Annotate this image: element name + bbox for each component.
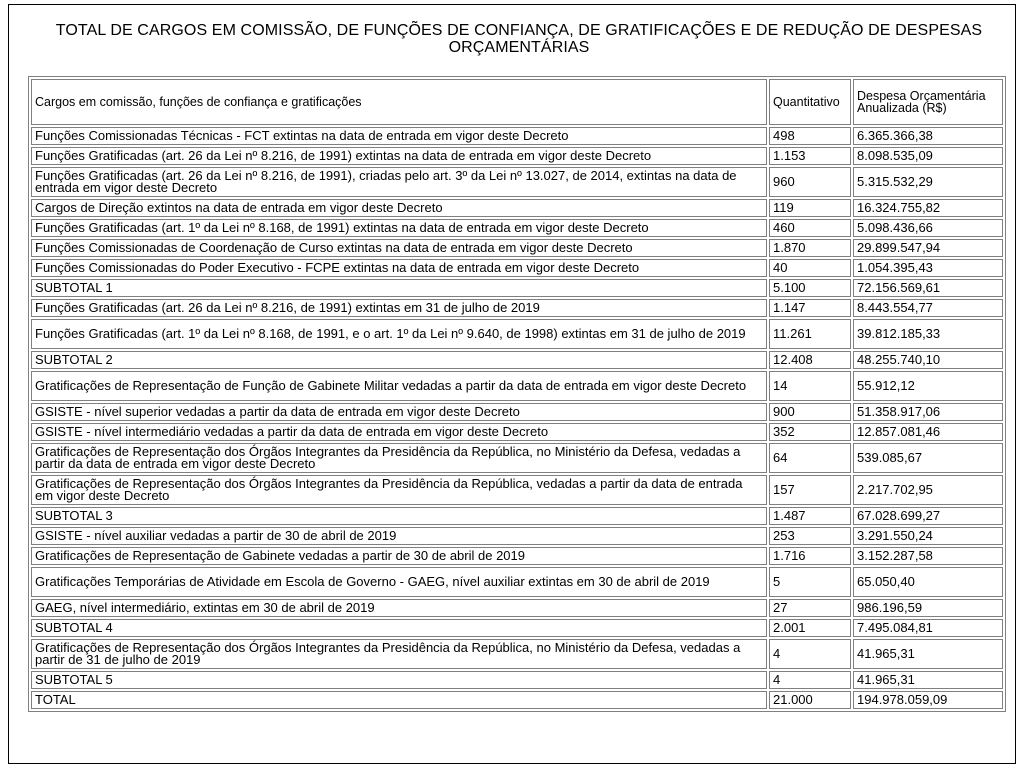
row-expense: 48.255.740,10 [853, 351, 1003, 369]
table-row [31, 507, 1003, 525]
row-expense: 55.912,12 [853, 371, 1003, 401]
table-row [31, 279, 1003, 297]
table-row [31, 567, 1003, 597]
row-description: Gratificações de Representação de Função de Gabinete Militar vedadas a partir da data de entrada em vigor deste Decreto [31, 371, 767, 401]
row-expense: 7.495.084,81 [853, 619, 1003, 637]
table-row [31, 299, 1003, 317]
row-quantity: 12.408 [769, 351, 851, 369]
row-quantity: 21.000 [769, 691, 851, 709]
row-expense: 41.965,31 [853, 639, 1003, 669]
row-quantity: 14 [769, 371, 851, 401]
row-description: Gratificações de Representação dos Órgãos Integrantes da Presidência da República, no Ministério da Defesa, vedadas a partir da data de entrada em vigor deste Decreto [31, 443, 767, 473]
table-row [31, 639, 1003, 669]
row-quantity: 64 [769, 443, 851, 473]
row-expense: 6.365.366,38 [853, 127, 1003, 145]
row-quantity: 460 [769, 219, 851, 237]
header-expense: Despesa Orçamentária Anualizada (R$) [853, 79, 1003, 125]
row-expense: 8.443.554,77 [853, 299, 1003, 317]
row-quantity: 11.261 [769, 319, 851, 349]
row-description: Gratificações de Representação de Gabinete vedadas a partir de 30 de abril de 2019 [31, 547, 767, 565]
row-quantity: 2.001 [769, 619, 851, 637]
table-row [31, 527, 1003, 545]
row-expense: 41.965,31 [853, 671, 1003, 689]
table-row [31, 691, 1003, 709]
row-description: Gratificações de Representação dos Órgãos Integrantes da Presidência da República, vedadas a partir da data de entrada em vigor deste Decreto [31, 475, 767, 505]
row-quantity: 253 [769, 527, 851, 545]
row-expense: 12.857.081,46 [853, 423, 1003, 441]
row-expense: 3.291.550,24 [853, 527, 1003, 545]
row-quantity: 5.100 [769, 279, 851, 297]
row-expense: 5.098.436,66 [853, 219, 1003, 237]
table-row [31, 259, 1003, 277]
row-description: Funções Gratificadas (art. 1º da Lei nº 8.168, de 1991, e o art. 1º da Lei nº 9.640, de 1998) extintas em 31 de julho de 2019 [31, 319, 767, 349]
table-row [31, 619, 1003, 637]
row-description: Funções Gratificadas (art. 1º da Lei nº 8.168, de 1991) extintas na data de entrada em vigor deste Decreto [31, 219, 767, 237]
row-description: Cargos de Direção extintos na data de entrada em vigor deste Decreto [31, 199, 767, 217]
table-row [31, 219, 1003, 237]
row-description: GSISTE - nível superior vedadas a partir da data de entrada em vigor deste Decreto [31, 403, 767, 421]
row-quantity: 4 [769, 671, 851, 689]
row-quantity: 960 [769, 167, 851, 197]
row-description: GSISTE - nível auxiliar vedadas a partir de 30 de abril de 2019 [31, 527, 767, 545]
row-quantity: 119 [769, 199, 851, 217]
row-expense: 3.152.287,58 [853, 547, 1003, 565]
row-expense: 51.358.917,06 [853, 403, 1003, 421]
table-row [31, 147, 1003, 165]
row-description: Gratificações de Representação dos Órgãos Integrantes da Presidência da República, no Ministério da Defesa, vedadas a partir de 31 de julho de 2019 [31, 639, 767, 669]
row-expense: 194.978.059,09 [853, 691, 1003, 709]
page-title: TOTAL DE CARGOS EM COMISSÃO, DE FUNÇÕES DE CONFIANÇA, DE GRATIFICAÇÕES E DE REDUÇÃO DE DESPESAS ORÇAMENTÁRIAS [55, 22, 983, 56]
row-description: Funções Gratificadas (art. 26 da Lei nº 8.216, de 1991) extintas em 31 de julho de 2019 [31, 299, 767, 317]
row-expense: 8.098.535,09 [853, 147, 1003, 165]
row-quantity: 1.487 [769, 507, 851, 525]
row-description: Funções Gratificadas (art. 26 da Lei nº 8.216, de 1991) extintas na data de entrada em vigor deste Decreto [31, 147, 767, 165]
row-description: Funções Comissionadas Técnicas - FCT extintas na data de entrada em vigor deste Decreto [31, 127, 767, 145]
row-quantity: 1.870 [769, 239, 851, 257]
table-header-row [31, 79, 1003, 125]
table-row [31, 423, 1003, 441]
table-row [31, 443, 1003, 473]
row-description: Gratificações Temporárias de Atividade em Escola de Governo - GAEG, nível auxiliar extintas em 30 de abril de 2019 [31, 567, 767, 597]
row-quantity: 1.716 [769, 547, 851, 565]
row-description: GAEG, nível intermediário, extintas em 30 de abril de 2019 [31, 599, 767, 617]
row-expense: 1.054.395,43 [853, 259, 1003, 277]
row-expense: 67.028.699,27 [853, 507, 1003, 525]
row-description: SUBTOTAL 5 [31, 671, 767, 689]
table-row [31, 371, 1003, 401]
row-description: GSISTE - nível intermediário vedadas a partir da data de entrada em vigor deste Decreto [31, 423, 767, 441]
row-expense: 986.196,59 [853, 599, 1003, 617]
row-quantity: 352 [769, 423, 851, 441]
row-expense: 72.156.569,61 [853, 279, 1003, 297]
row-expense: 16.324.755,82 [853, 199, 1003, 217]
row-quantity: 1.147 [769, 299, 851, 317]
row-quantity: 1.153 [769, 147, 851, 165]
row-expense: 2.217.702,95 [853, 475, 1003, 505]
table-row [31, 199, 1003, 217]
table-row [31, 547, 1003, 565]
row-quantity: 900 [769, 403, 851, 421]
row-quantity: 498 [769, 127, 851, 145]
row-expense: 539.085,67 [853, 443, 1003, 473]
summary-table [28, 76, 1006, 712]
row-expense: 39.812.185,33 [853, 319, 1003, 349]
header-quantity: Quantitativo [769, 79, 851, 125]
row-quantity: 5 [769, 567, 851, 597]
table-row [31, 239, 1003, 257]
table-row [31, 319, 1003, 349]
row-description: SUBTOTAL 4 [31, 619, 767, 637]
table-row [31, 127, 1003, 145]
row-description: Funções Comissionadas de Coordenação de Curso extintas na data de entrada em vigor deste Decreto [31, 239, 767, 257]
table-row [31, 403, 1003, 421]
row-quantity: 4 [769, 639, 851, 669]
row-quantity: 157 [769, 475, 851, 505]
table-row [31, 167, 1003, 197]
row-description: SUBTOTAL 3 [31, 507, 767, 525]
row-expense: 65.050,40 [853, 567, 1003, 597]
row-description: SUBTOTAL 1 [31, 279, 767, 297]
row-description: Funções Gratificadas (art. 26 da Lei nº 8.216, de 1991), criadas pelo art. 3º da Lei nº 13.027, de 2014, extintas na data de entrada em vigor deste Decreto [31, 167, 767, 197]
row-quantity: 40 [769, 259, 851, 277]
table-row [31, 351, 1003, 369]
row-expense: 29.899.547,94 [853, 239, 1003, 257]
table-row [31, 599, 1003, 617]
row-description: SUBTOTAL 2 [31, 351, 767, 369]
table-row [31, 475, 1003, 505]
row-description: TOTAL [31, 691, 767, 709]
row-description: Funções Comissionadas do Poder Executivo - FCPE extintas na data de entrada em vigor deste Decreto [31, 259, 767, 277]
table-row [31, 671, 1003, 689]
row-quantity: 27 [769, 599, 851, 617]
header-description: Cargos em comissão, funções de confiança e gratificações [31, 79, 767, 125]
row-expense: 5.315.532,29 [853, 167, 1003, 197]
